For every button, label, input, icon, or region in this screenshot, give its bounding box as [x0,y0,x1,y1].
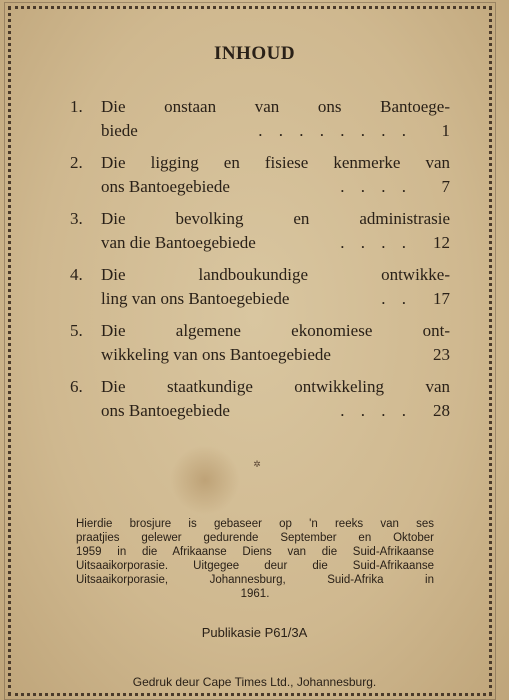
toc-item [70,319,450,367]
toc-number: 6. [70,377,83,396]
ornament-icon: ✲ [253,459,261,469]
toc-text: ling van ons Bantoegebiede [101,289,290,308]
toc-page-number: 1 [441,121,450,140]
info-line: Uitsaaikorporasie. Uitgegee deur die Suid-Afrikaanse [76,560,434,572]
toc-text: ons Bantoegebiede [101,401,230,420]
toc-text: Die staatkundige ontwikkeling van [101,377,450,396]
toc-item [70,207,450,255]
page-title: INHOUD [213,43,296,64]
info-line: praatjies gelewer gedurende September en Oktober [76,532,434,544]
toc-number: 2. [70,153,83,172]
toc-text: Die bevolking en administrasie [101,209,450,228]
toc-text: van die Bantoegebiede [101,233,256,252]
toc-dots: . . [381,289,412,308]
toc-dots: . . . . [340,177,412,196]
info-line: 1961. [240,588,270,600]
toc-text: wikkeling van ons Bantoegebiede [101,345,331,364]
toc-item [70,375,450,423]
toc-item [70,263,450,311]
toc-page-number: 17 [433,289,450,308]
toc-dots: . . . . [340,401,412,420]
info-line: Hierdie brosjure is gebaseer op 'n reeks van ses [76,518,434,530]
toc-dots: . . . . . . . . [258,121,412,140]
toc-text: biede [101,121,138,140]
table-of-contents [70,95,450,431]
toc-dots: . . . . [340,233,412,252]
toc-number: 1. [70,97,83,116]
info-line: 1959 in die Afrikaanse Diens van die Suid-Afrikaanse [76,546,434,558]
toc-number: 4. [70,265,83,284]
toc-number: 3. [70,209,83,228]
toc-text: Die ligging en fisiese kenmerke van [101,153,450,172]
toc-page-number: 28 [433,401,450,420]
toc-page-number: 23 [433,345,450,364]
publication-number: Publikasie P61/3A [201,625,308,640]
toc-number: 5. [70,321,83,340]
toc-text: ons Bantoegebiede [101,177,230,196]
publication-info [76,517,434,601]
toc-page-number: 7 [441,177,450,196]
toc-text: Die algemene ekonomiese ont- [101,321,450,340]
printer-credit: Gedruk deur Cape Times Ltd., Johannesburg. [132,675,377,689]
paper-stain [170,445,240,515]
toc-item [70,95,450,143]
toc-page-number: 12 [433,233,450,252]
info-line: Uitsaaikorporasie, Johannesburg, Suid-Afrika in [76,574,434,586]
toc-text: Die onstaan van ons Bantoege- [101,97,450,116]
toc-text: Die landboukundige ontwikke- [101,265,450,284]
toc-item [70,151,450,199]
